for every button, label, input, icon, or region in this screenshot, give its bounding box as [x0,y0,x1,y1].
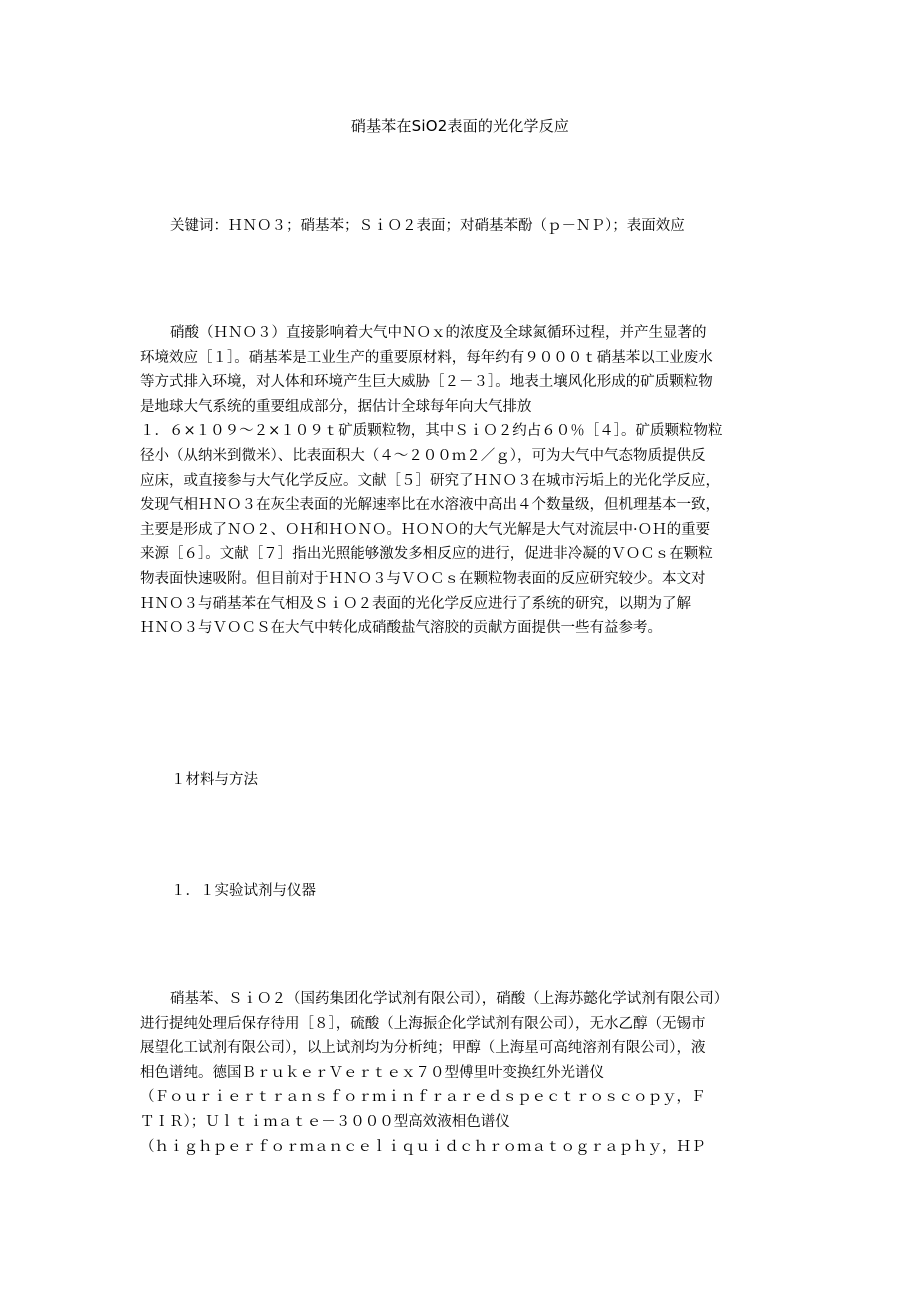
paragraph-line: 硝基苯、ＳｉＯ２（国药集团化学试剂有限公司），硝酸（上海苏懿化学试剂有限公司） [170,991,729,1007]
paragraph-line: 硝酸（ＨＮＯ３）直接影响着大气中ＮＯｘ的浓度及全球氮循环过程，并产生显著的 [170,325,707,341]
paragraph-line: 主要是形成了ＮＯ２、ＯＨ和ＨＯＮＯ。ＨＯＮＯ的大气光解是大气对流层中·ＯＨ的重要 [140,521,711,538]
paragraph-line: 物表面快速吸附。但目前对于ＨＮＯ３与ＶＯＣｓ在颗粒物表面的反应研究较少。本文对 [140,570,706,587]
paragraph-line: ＴＩＲ）；Ｕｌｔｉｍａｔｅ－３０００型高效液相色谱仪 [140,1113,510,1130]
paragraph-line: ＨＮＯ３与硝基苯在气相及ＳｉＯ２表面的光化学反应进行了系统的研究，以期为了解 [140,595,691,612]
paragraph-line: （Ｆｏｕｒｉｅｒｔｒａｎｓｆｏｒｍｉｎｆｒａｒｅｄｓｐｅｃｔｒｏｓｃｏｐｙ，Ｆ [140,1089,706,1106]
paragraph-line: （ｈｉｇｈｐｅｒｆｏｒｍａｎｃｅｌｉｑｕｉｄｃｈｒｏｍａｔｏｇｒａｐｈｙ，ＨＰ [140,1138,706,1155]
paragraph-line: １．６×１０９～２×１０９ｔ矿质颗粒物，其中ＳｉＯ２约占６０％［４］。矿质颗粒物粒 [140,423,723,440]
intro-paragraph [140,321,790,641]
paragraph-line: 是地球大气系统的重要组成部分，据估计全球每年向大气排放 [140,398,532,415]
paragraph-line: 径小（从纳米到微米）、比表面积大（４～２００ｍ２／ｇ），可为大气中气态物质提供反 [140,447,706,464]
methods-paragraph [140,987,790,1159]
paragraph-line: 发现气相ＨＮＯ３在灰尘表面的光解速率比在水溶液中高出４个数量级，但机理基本一致， [140,497,720,514]
paragraph-line: 展望化工试剂有限公司），以上试剂均为分析纯；甲醇（上海星可高纯溶剂有限公司），液 [140,1040,706,1057]
paragraph-line: 相色谱纯。德国ＢｒｕｋｅｒＶｅｒｔｅｘ７０型傅里叶变换红外光谱仪 [140,1064,604,1081]
section-heading-1: １材料与方法 [171,772,258,788]
paper-title: 硝基苯在SiO2表面的光化学反应 [350,117,570,135]
keywords-line: 关键词：ＨＮＯ３；硝基苯；ＳｉＯ２表面；对硝基苯酚（ｐ－ＮＰ）；表面效应 [170,218,685,234]
paragraph-line: 等方式排入环境，对人体和环境产生巨大威胁［２－３］。地表土壤风化形成的矿质颗粒物 [140,374,713,391]
subsection-heading-1-1: １．１实验试剂与仪器 [171,883,316,899]
paragraph-line: ＨＮＯ３与ＶＯＣＳ在大气中转化成硝酸盐气溶胶的贡献方面提供一些有益参考。 [140,620,662,637]
paragraph-line: 应床，或直接参与大气化学反应。文献［５］研究了ＨＮＯ３在城市污垢上的光化学反应， [140,472,720,489]
paragraph-line: 环境效应［１］。硝基苯是工业生产的重要原材料，每年约有９０００ｔ硝基苯以工业废水 [140,349,713,366]
paragraph-line: 来源［６］。文献［７］指出光照能够激发多相反应的进行，促进非冷凝的ＶＯＣｓ在颗粒 [140,546,713,563]
paragraph-line: 进行提纯处理后保存待用［８］，硫酸（上海振企化学试剂有限公司），无水乙醇（无锡市 [140,1015,706,1032]
